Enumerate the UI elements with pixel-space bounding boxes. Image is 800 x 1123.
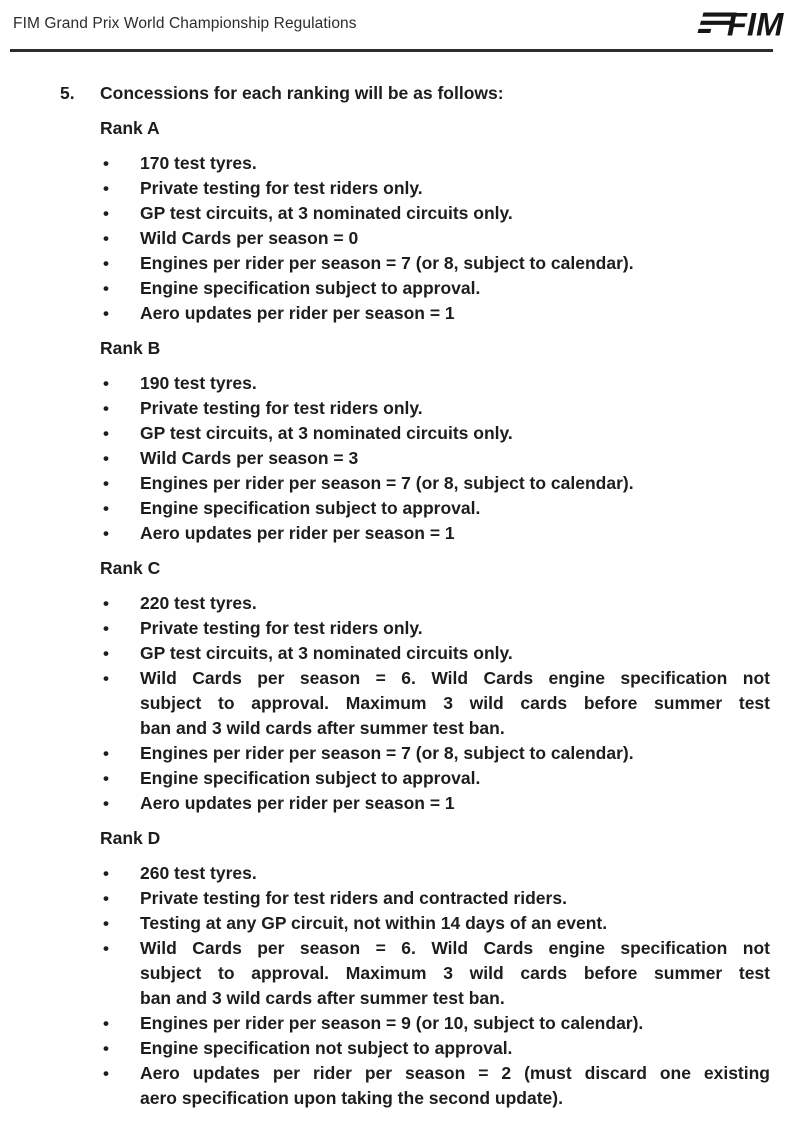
bullet-icon: •	[103, 449, 109, 468]
list-item	[100, 226, 770, 251]
ranks-container	[60, 116, 770, 1111]
bullet-icon: •	[103, 939, 109, 958]
list-item	[100, 151, 770, 176]
list-item-line: Aero updates per rider per season = 2 (must discard one existing	[140, 1063, 770, 1083]
list-item-line: Engine specification subject to approval.	[140, 498, 481, 518]
list-item-text	[140, 1011, 770, 1036]
list-item-line: 190 test tyres.	[140, 373, 257, 393]
rank-title: Rank A	[100, 118, 160, 138]
list-item	[100, 301, 770, 326]
rank-title: Rank C	[100, 558, 161, 578]
page-header	[0, 0, 800, 39]
bullet-icon: •	[103, 524, 109, 543]
list-item-text	[140, 521, 770, 546]
list-item	[100, 766, 770, 791]
rank-list	[100, 861, 770, 1111]
list-item-text	[140, 471, 770, 496]
list-item-text	[140, 616, 770, 641]
list-item	[100, 666, 770, 741]
bullet-icon: •	[103, 594, 109, 613]
list-item-line: subject to approval. Maximum 3 wild cards before summer test	[140, 963, 770, 983]
list-item-line: Wild Cards per season = 3	[140, 448, 359, 468]
list-item	[100, 1061, 770, 1111]
list-item	[100, 496, 770, 521]
list-item-line: 170 test tyres.	[140, 153, 257, 173]
bullet-icon: •	[103, 644, 109, 663]
list-item-line: GP test circuits, at 3 nominated circuits only.	[140, 203, 513, 223]
list-item-line: GP test circuits, at 3 nominated circuits only.	[140, 423, 513, 443]
bullet-icon: •	[103, 619, 109, 638]
bullet-icon: •	[103, 154, 109, 173]
list-item-text	[140, 201, 770, 226]
list-item	[100, 396, 770, 421]
list-item	[100, 741, 770, 766]
rank-section	[60, 336, 770, 546]
list-item-line: Private testing for test riders only.	[140, 398, 423, 418]
list-item-line: Engine specification not subject to approval.	[140, 1038, 513, 1058]
list-item	[100, 421, 770, 446]
list-item-text	[140, 226, 770, 251]
bullet-icon: •	[103, 374, 109, 393]
rank-section	[60, 116, 770, 326]
list-item	[100, 1011, 770, 1036]
list-item-line: Engine specification subject to approval.	[140, 768, 481, 788]
list-item	[100, 936, 770, 1011]
header-title: FIM Grand Prix World Championship Regulations	[13, 15, 357, 32]
list-item-text	[140, 911, 770, 936]
list-item-text	[140, 766, 770, 791]
list-item	[100, 591, 770, 616]
list-item	[100, 791, 770, 816]
bullet-icon: •	[103, 864, 109, 883]
rank-list	[100, 591, 770, 816]
bullet-icon: •	[103, 1064, 109, 1083]
list-item-line: aero specification upon taking the second update).	[140, 1088, 563, 1108]
bullet-icon: •	[103, 669, 109, 688]
list-item-line: Aero updates per rider per season = 1	[140, 523, 455, 543]
list-item-line: Wild Cards per season = 6. Wild Cards engine specification not	[140, 938, 770, 958]
list-item-text	[140, 666, 770, 741]
list-item-line: ban and 3 wild cards after summer test ban.	[140, 718, 505, 738]
fim-logo-icon	[694, 9, 786, 39]
bullet-icon: •	[103, 304, 109, 323]
list-item-line: Private testing for test riders only.	[140, 618, 423, 638]
list-item-text	[140, 396, 770, 421]
list-item-line: 260 test tyres.	[140, 863, 257, 883]
list-item-line: subject to approval. Maximum 3 wild cards before summer test	[140, 693, 770, 713]
rank-section	[60, 556, 770, 816]
bullet-icon: •	[103, 889, 109, 908]
bullet-icon: •	[103, 769, 109, 788]
list-item	[100, 251, 770, 276]
list-item	[100, 861, 770, 886]
list-item	[100, 641, 770, 666]
clause-number: 5.	[60, 83, 75, 103]
bullet-icon: •	[103, 179, 109, 198]
list-item-line: ban and 3 wild cards after summer test ban.	[140, 988, 505, 1008]
list-item-line: Wild Cards per season = 0	[140, 228, 359, 248]
list-item-text	[140, 861, 770, 886]
clause-intro-text: Concessions for each ranking will be as follows:	[100, 83, 504, 103]
list-item-line: Aero updates per rider per season = 1	[140, 303, 455, 323]
list-item	[100, 886, 770, 911]
list-item	[100, 371, 770, 396]
list-item-line: GP test circuits, at 3 nominated circuits only.	[140, 643, 513, 663]
list-item	[100, 201, 770, 226]
list-item-text	[140, 1061, 770, 1111]
list-item-text	[140, 791, 770, 816]
list-item	[100, 276, 770, 301]
list-item	[100, 911, 770, 936]
list-item-text	[140, 176, 770, 201]
list-item-line: Engines per rider per season = 7 (or 8, subject to calendar).	[140, 473, 634, 493]
bullet-icon: •	[103, 204, 109, 223]
list-item-line: Wild Cards per season = 6. Wild Cards engine specification not	[140, 668, 770, 688]
list-item	[100, 176, 770, 201]
bullet-icon: •	[103, 794, 109, 813]
list-item-text	[140, 251, 770, 276]
list-item-text	[140, 421, 770, 446]
list-item-line: Engines per rider per season = 7 (or 8, subject to calendar).	[140, 743, 634, 763]
list-item-line: Private testing for test riders and contracted riders.	[140, 888, 567, 908]
list-item	[100, 1036, 770, 1061]
bullet-icon: •	[103, 229, 109, 248]
list-item-text	[140, 301, 770, 326]
list-item-text	[140, 446, 770, 471]
list-item-text	[140, 886, 770, 911]
rank-section	[60, 826, 770, 1111]
list-item-text	[140, 371, 770, 396]
list-item-text	[140, 641, 770, 666]
list-item-text	[140, 1036, 770, 1061]
list-item	[100, 616, 770, 641]
list-item-text	[140, 496, 770, 521]
list-item-line: Engines per rider per season = 7 (or 8, subject to calendar).	[140, 253, 634, 273]
clause-5	[60, 81, 770, 106]
list-item-text	[140, 151, 770, 176]
list-item-line: Testing at any GP circuit, not within 14 days of an event.	[140, 913, 608, 933]
bullet-icon: •	[103, 914, 109, 933]
list-item-text	[140, 591, 770, 616]
list-item-text	[140, 741, 770, 766]
rank-title: Rank B	[100, 338, 161, 358]
list-item-line: Engines per rider per season = 9 (or 10, subject to calendar).	[140, 1013, 644, 1033]
rank-list	[100, 371, 770, 546]
bullet-icon: •	[103, 499, 109, 518]
list-item	[100, 521, 770, 546]
list-item	[100, 446, 770, 471]
document-body	[0, 52, 800, 1111]
list-item	[100, 471, 770, 496]
list-item-line: Aero updates per rider per season = 1	[140, 793, 455, 813]
bullet-icon: •	[103, 1014, 109, 1033]
bullet-icon: •	[103, 744, 109, 763]
list-item-line: Engine specification subject to approval.	[140, 278, 481, 298]
bullet-icon: •	[103, 424, 109, 443]
bullet-icon: •	[103, 1039, 109, 1058]
bullet-icon: •	[103, 399, 109, 418]
rank-title: Rank D	[100, 828, 161, 848]
list-item-line: 220 test tyres.	[140, 593, 257, 613]
rank-list	[100, 151, 770, 326]
bullet-icon: •	[103, 254, 109, 273]
bullet-icon: •	[103, 474, 109, 493]
list-item-text	[140, 276, 770, 301]
fim-logo-text: FIM	[726, 9, 784, 39]
bullet-icon: •	[103, 279, 109, 298]
list-item-text	[140, 936, 770, 1011]
list-item-line: Private testing for test riders only.	[140, 178, 423, 198]
